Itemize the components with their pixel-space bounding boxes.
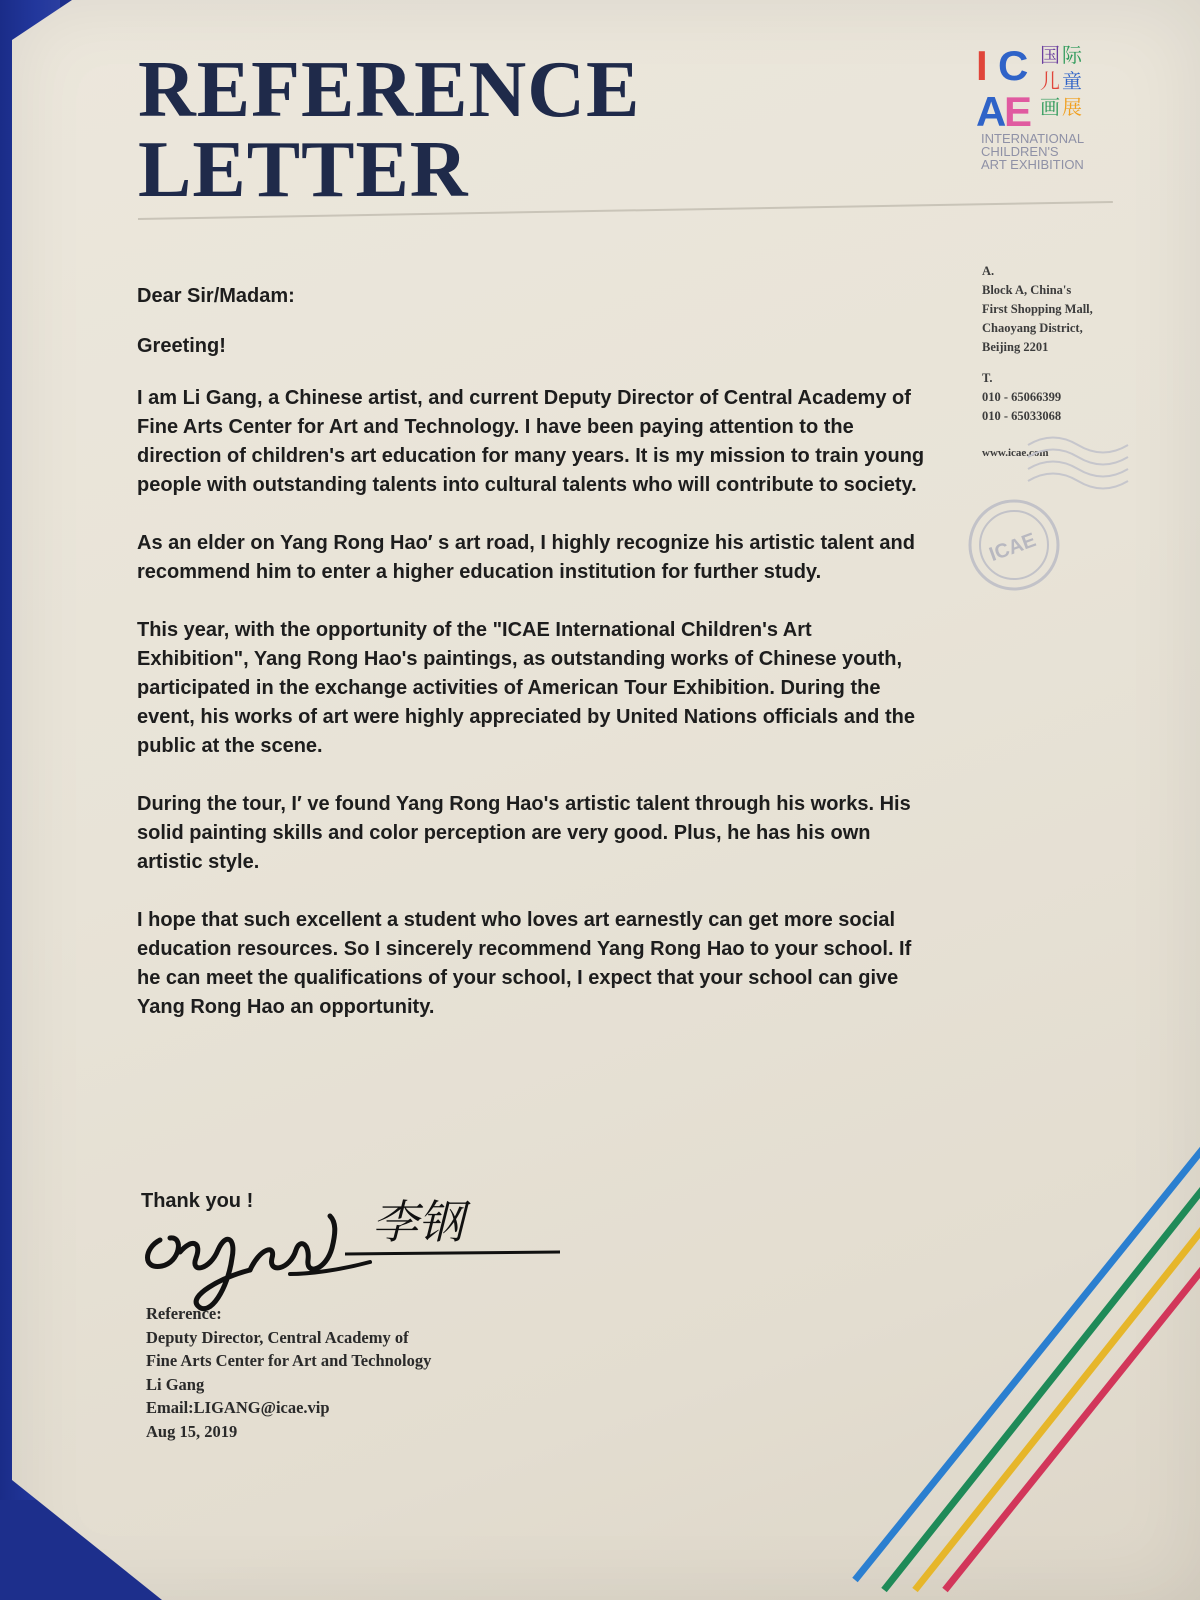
body-paragraph: During the tour, I′ ve found Yang Rong Hao's artistic talent through his works. His solid painting skills and color perception are very good. Plus, he has his own artistic style. — [137, 793, 911, 873]
logo-letter-a: A — [976, 88, 1007, 135]
logo-caption-line: ART EXHIBITION — [981, 157, 1084, 172]
reference-label: Reference: — [146, 1304, 222, 1323]
page-title — [138, 46, 641, 214]
reference-date: Aug 15, 2019 — [146, 1421, 238, 1441]
greeting: Greeting! — [137, 335, 226, 357]
letter-body — [137, 282, 927, 1051]
logo-caption-line: CHILDREN'S — [981, 144, 1059, 159]
closing-thanks: Thank you ! — [141, 1190, 254, 1212]
address-line: Chaoyang District, — [982, 321, 1083, 335]
logo-letter-c: C — [998, 42, 1029, 89]
address-line: Block A, China's — [982, 283, 1072, 297]
logo-caption-line: INTERNATIONAL — [981, 131, 1085, 146]
logo-char-6: 展 — [1062, 95, 1082, 119]
title-line-1: REFERENCE — [138, 46, 641, 134]
reference-name: Li Gang — [146, 1374, 205, 1394]
logo-letter-e: E — [1004, 88, 1033, 135]
logo-caption — [981, 132, 1084, 171]
signature-chinese: 李钢 — [372, 1195, 464, 1249]
reference-title: Fine Arts Center for Art and Technology — [146, 1351, 432, 1370]
body-paragraph: This year, with the opportunity of the "ICAE International Children's Art Exhibition", Yang Rong Hao's paintings, as outstanding works of Chinese youth, participated in the exchange activities of American Tour Exhibition. During the event, his works of art were highly appreciated by United Nations officials and the public at the scene. — [137, 619, 915, 757]
salutation: Dear Sir/Madam: — [137, 285, 295, 307]
logo-char-1: 国 — [1040, 43, 1060, 67]
body-paragraph: As an elder on Yang Rong Hao′ s art road, I highly recognize his artistic talent and recommend him to enter a higher education institution for further study. — [137, 532, 915, 583]
address-line: Beijing 2201 — [982, 340, 1049, 354]
icae-stamp — [968, 405, 1158, 605]
address-label: A. — [982, 264, 995, 278]
logo-letter-i: I — [976, 42, 988, 89]
reference-title: Deputy Director, Central Academy of — [146, 1327, 409, 1347]
reference-email[interactable]: Email:LIGANG@icae.vip — [146, 1398, 330, 1417]
logo-char-4: 童 — [1062, 69, 1082, 93]
website-link[interactable]: www.icae.com — [982, 447, 1049, 459]
logo-char-2: 际 — [1062, 43, 1082, 67]
logo-char-3: 儿 — [1040, 69, 1060, 93]
address-line: First Shopping Mall, — [982, 302, 1093, 316]
phone-label: T. — [982, 371, 993, 385]
body-paragraph: I hope that such excellent a student who loves art earnestly can get more social education resources. So I sincerely recommend Yang Rong Hao to your school. If he can meet the qualifications of your school, I expect that your school can give Yang Rong Hao an opportunity. — [137, 909, 912, 1018]
logo-char-5: 画 — [1040, 95, 1060, 119]
phone-number: 010 - 65066399 — [982, 390, 1062, 404]
title-line-2: LETTER — [138, 126, 469, 214]
handwritten-signature — [140, 1178, 580, 1318]
phone-number: 010 - 65033068 — [982, 409, 1062, 423]
reference-block — [146, 1302, 431, 1443]
body-paragraph: I am Li Gang, a Chinese artist, and current Deputy Director of Central Academy of Fine Arts Center for Art and Technology. I have been paying attention to the direction of children's art education for many years. It is my mission to train young people with outstanding talents into cultural talents who will contribute to society. — [137, 387, 925, 496]
stamp-text: ICAE — [986, 529, 1039, 567]
